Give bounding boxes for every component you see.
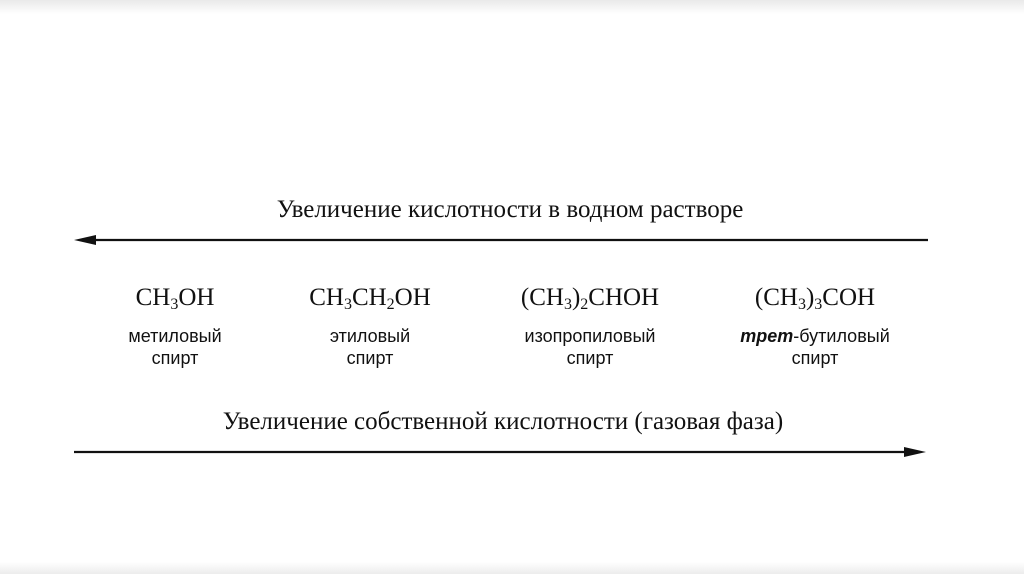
name-line-1: метиловый [128, 326, 222, 346]
aqueous-acidity-label: Увеличение кислотности в водном растворе [276, 196, 744, 223]
formula-methanol [100, 283, 250, 313]
compound-name-methanol [100, 325, 250, 369]
formula-isopropanol [500, 283, 680, 313]
compound-name-tert-butanol [720, 325, 910, 369]
name-line-2: спирт [346, 348, 394, 368]
formula-part: CH [309, 284, 344, 311]
gas-phase-acidity-label: Увеличение собственной кислотности (газовая фаза) [222, 408, 784, 435]
name-line-2: спирт [566, 348, 614, 368]
formula-subscript: 3 [797, 296, 806, 313]
formula-part: OH [178, 284, 215, 311]
formula-part: (CH [754, 284, 798, 311]
formula-ethanol [290, 283, 450, 313]
formula-subscript: 3 [170, 296, 179, 313]
name-line-1: изопропиловый [524, 326, 656, 346]
formula-part: CH [351, 284, 387, 311]
formula-subscript: 3 [563, 296, 572, 313]
arrow-left-icon [74, 232, 930, 248]
formula-part: CHOH [588, 284, 660, 311]
formula-subscript: 3 [343, 296, 352, 313]
name-line-1: этиловый [329, 326, 411, 346]
formula-part: ) [571, 284, 581, 311]
formula-part: CH [135, 284, 171, 311]
formula-part: COH [822, 284, 876, 311]
formula-tert-butanol [720, 283, 910, 313]
formula-subscript: 2 [386, 296, 395, 313]
compound-tert-butanol [720, 283, 910, 369]
compound-name-ethanol [290, 325, 450, 369]
compound-name-isopropanol [500, 325, 680, 369]
formula-part: (CH [520, 284, 564, 311]
arrow-right-icon [72, 444, 928, 460]
formula-subscript: 3 [814, 296, 823, 313]
name-line-2: спирт [791, 348, 839, 368]
name-line-2: спирт [151, 348, 199, 368]
compound-isopropanol [500, 283, 680, 369]
formula-part: OH [394, 284, 431, 311]
compound-ethanol [290, 283, 450, 369]
name-suffix: -бутиловый [793, 326, 890, 346]
formula-subscript: 2 [580, 296, 589, 313]
name-line-1 [720, 325, 910, 347]
name-prefix-italic: трет [740, 326, 794, 346]
frame-top-shade [0, 0, 1024, 14]
frame-bottom-shade [0, 562, 1024, 574]
formula-part: ) [805, 284, 815, 311]
compound-methanol [100, 283, 250, 369]
